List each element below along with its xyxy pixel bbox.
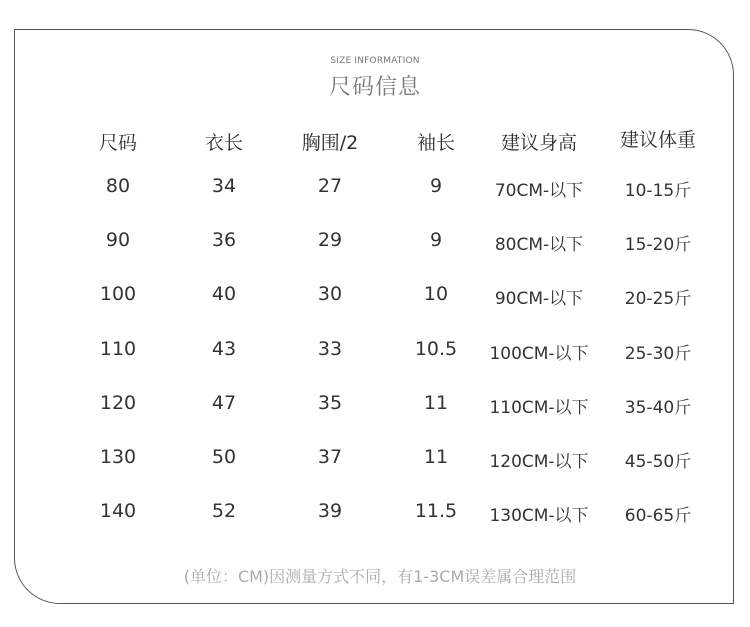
table-cell-height: 110CM-以下: [489, 397, 589, 418]
subtitle: SIZE INFORMATION: [330, 56, 420, 66]
table-cell-sleeve: 11: [423, 391, 449, 414]
table-cell-weight: 20-25斤: [624, 289, 692, 310]
table-cell-chest: 39: [317, 500, 343, 523]
table-cell-weight: 35-40斤: [624, 397, 692, 418]
table-cell-height: 120CM-以下: [489, 452, 589, 472]
table-cell-sleeve: 9: [429, 175, 443, 197]
table-cell-chest: 30: [317, 283, 343, 306]
table-cell-sleeve: 9: [429, 229, 443, 252]
table-cell-chest: 35: [317, 391, 343, 414]
table-cell-length: 43: [211, 337, 237, 360]
table-cell-weight: 15-20斤: [624, 235, 692, 256]
table-cell-length: 36: [211, 229, 237, 252]
table-cell-length: 50: [211, 446, 237, 468]
table-cell-weight: 10-15斤: [624, 181, 692, 201]
table-cell-height: 100CM-以下: [489, 343, 589, 364]
table-cell-height: 90CM-以下: [494, 289, 584, 310]
table-cell-size: 100: [99, 283, 137, 306]
column-header-size: 尺码: [98, 132, 138, 154]
table-cell-length: 52: [211, 500, 237, 523]
table-cell-size: 80: [105, 175, 131, 197]
table-cell-weight: 60-65斤: [624, 506, 692, 527]
table-cell-sleeve: 10: [423, 283, 449, 306]
table-cell-length: 40: [211, 283, 237, 306]
table-cell-chest: 37: [317, 446, 343, 468]
table-cell-weight: 45-50斤: [624, 452, 692, 472]
column-header-sleeve: 袖长: [416, 132, 456, 154]
column-header-length: 衣长: [204, 132, 244, 154]
table-cell-size: 110: [99, 337, 137, 360]
table-cell-length: 47: [211, 391, 237, 414]
column-header-height: 建议身高: [500, 132, 578, 154]
table-cell-size: 140: [99, 500, 137, 523]
table-cell-chest: 29: [317, 229, 343, 252]
table-cell-chest: 33: [317, 337, 343, 360]
table-cell-height: 70CM-以下: [494, 181, 584, 201]
page-title: 尺码信息: [328, 75, 421, 100]
table-cell-size: 90: [105, 229, 131, 252]
column-header-weight: 建议体重: [619, 129, 697, 151]
table-cell-sleeve: 11: [423, 446, 449, 468]
table-cell-size: 120: [99, 391, 137, 414]
table-cell-height: 130CM-以下: [489, 506, 589, 527]
column-header-chest: 胸围/2: [301, 132, 359, 154]
table-cell-weight: 25-30斤: [624, 343, 692, 364]
measurement-note: (单位：CM)因测量方式不同，有1-3CM误差属合理范围: [183, 567, 577, 586]
table-cell-size: 130: [99, 446, 137, 468]
table-cell-height: 80CM-以下: [494, 235, 584, 256]
table-cell-chest: 27: [317, 175, 343, 197]
table-cell-sleeve: 11.5: [414, 500, 458, 523]
table-cell-length: 34: [211, 175, 237, 197]
table-cell-sleeve: 10.5: [414, 337, 458, 360]
